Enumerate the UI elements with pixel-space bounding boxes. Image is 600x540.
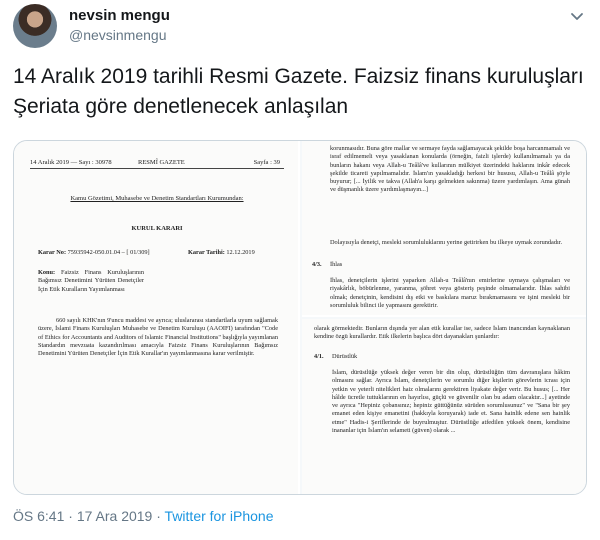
footer-separator-2: · <box>152 508 165 524</box>
document-page-right-bottom[interactable] <box>302 319 587 495</box>
decision-no: 75935942-050.01.04 – [ 01/309] <box>67 249 150 256</box>
section-title-ihlas: İhlas <box>330 261 343 268</box>
tweet-text: 14 Aralık 2019 tarihli Resmi Gazete. Faizsiz finans kuruluşları Şeriata göre denetlenecek anlaşılan <box>13 65 584 118</box>
gazette-title: RESMÎ GAZETE <box>138 159 185 166</box>
decision-subject <box>38 269 144 294</box>
decision-date-label: Karar Tarihi: <box>188 249 225 256</box>
decision-date: 12.12.2019 <box>226 249 255 256</box>
chevron-down-icon[interactable] <box>567 6 587 26</box>
tweet-time[interactable]: ÖS 6:41 <box>13 508 65 524</box>
right-top-para1: korunmasıdır. Buna göre mallar ve sermaye fayda sağlamayacak şekilde boşa harcanmamalı ve israf edilmemeli veya yasaklanan konularda (örneğin, faizli işlerde) kullanılmamalı ya da bunların hakanı veya Allah-u Teâlâ've kullarının mülkiyet üzerindeki haklarını inkâr edecek şekilde ticareti yapılmamalıdır. İslam'ın yasakladığı herkesi bir hususu, Allah-u Teâlâ şöyle buyurur; [... İyilik ve takva (Allah'a karşı gelmekten sakınma) üzere yardımlaşın. Ama günah ve düşmanlık üzere yardımlaşmayın...] <box>330 145 570 194</box>
gazette-page: Sayfa : 39 <box>253 159 280 166</box>
tweet-header <box>13 4 587 48</box>
decision-title: KURUL KARARI <box>131 225 183 232</box>
authority-heading: Kamu Gözetimi, Muhasebe ve Denetim Standartları Kurumundan: <box>70 195 244 202</box>
right-bottom-para1: olarak görmektedir. Bunların dışında yer alan etik kurallar ise, sadece İslam inancından kaynaklanan kendine özgü kurallardır. Etik ilkelerin başlıca dört dayanakları şunlardır: <box>314 325 570 341</box>
author-handle[interactable]: @nevsinmengu <box>69 27 167 43</box>
footer-separator: · <box>64 508 77 524</box>
subject-text: Faizsiz Finans Kuruluşlarının Bağımsız Denetimini Yürüten Denetçiler İçin Etik Kuralların Yayımlanması <box>38 269 144 293</box>
document-page-right-top[interactable] <box>302 141 587 317</box>
tweet-date[interactable]: 17 Ara 2019 <box>76 508 153 524</box>
author-name[interactable]: nevsin mengu <box>69 7 170 24</box>
section-no-4-3: 4/3. <box>312 261 322 268</box>
gazette-date: 14 Aralık 2019 — Sayı : 30978 <box>30 159 112 166</box>
subject-label: Konu: <box>38 269 56 276</box>
section-no-4-1: 4/1. <box>314 353 324 360</box>
avatar[interactable] <box>13 4 57 48</box>
right-top-para2: Dolayısıyla denetçi, mesleki sorumluluklarını yerine getirirken bu ilkeye uymak zorundadır. <box>330 239 563 246</box>
decision-no-label: Karar No: <box>38 249 67 256</box>
tweet-media[interactable] <box>13 140 587 495</box>
header-rule <box>30 168 284 169</box>
right-top-para3: İhlas, denetçilerin işlerini yaparken Allah-u Teâlâ'nın emirlerine uymaya çalışmaları ve riyakârlık, böbürlenme, yaranma, şöhret veya gösteriş peşinde olmamalarıdır. İhlas sahibi olmak; denetçinin, kendisini dış etki ve baskılara maruz bırakmamasını ve işini mesleki bir sorumluluk bilinci ile yapmasını gerektirir. <box>330 277 570 309</box>
section-title-durustluk: Dürüstlük <box>332 353 358 360</box>
tweet-source-link[interactable]: Twitter for iPhone <box>164 508 274 524</box>
tweet-footer <box>13 508 273 524</box>
right-bottom-para2: İslam, dürüstlüğe yüksek değer veren bir din olup, dürüstlüğün tüm davranışlara hâkim olmasını sağlar. Ayrıca İslam, denetçilerin ve sorumlu diğer kişilerin görevlerin icrası için yetkin ve yeterli nitelikleri haiz olmalarını gerektiren liyakate değer verir. Bu husus; [... Her hâlde ücretle tuttuklarının en hayırlısı, güçlü ve güvenilir olan bu adam olacaktır...] ayetinde ve ayrıca "Hepiniz çobansınız; hepiniz güttüğünüz sürüden sorumlusunuz" ve "Sana bir şey emanet eden kişiye emanetini (hakkıyla koruyarak) iade et. Sana hainlik edene sen hainlik etme" Hadis-i Şeriflerinde de buyrulmuştur. Dürüstlüğe atfedilen yüksek önem, kendisine inananlar için İslam'ın selameti (güven) olarak ... <box>332 369 570 435</box>
decision-body: 660 sayılı KHK'nın 9'uncu maddesi ve ayrıca; uluslararası standartlarla uyum sağlamak üzere, İslami Finans Kuruluşları Muhasebe ve Denetim Kuruluşu (AAOIFI) tarafından "Code of Ethics for Accountants and Auditors of Islamic Financial Institutions" başlığıyla yayımlanan Standardın mevzuata kazandırılması amacıyla Faizsiz Finans Kuruluşlarının Bağımsız Denetimini Yürüten Denetçiler İçin Etik Kurallar'ın yayımlanmasına karar verilmiştir. <box>38 317 278 358</box>
decision-meta <box>38 249 278 257</box>
document-page-left[interactable] <box>14 141 300 495</box>
